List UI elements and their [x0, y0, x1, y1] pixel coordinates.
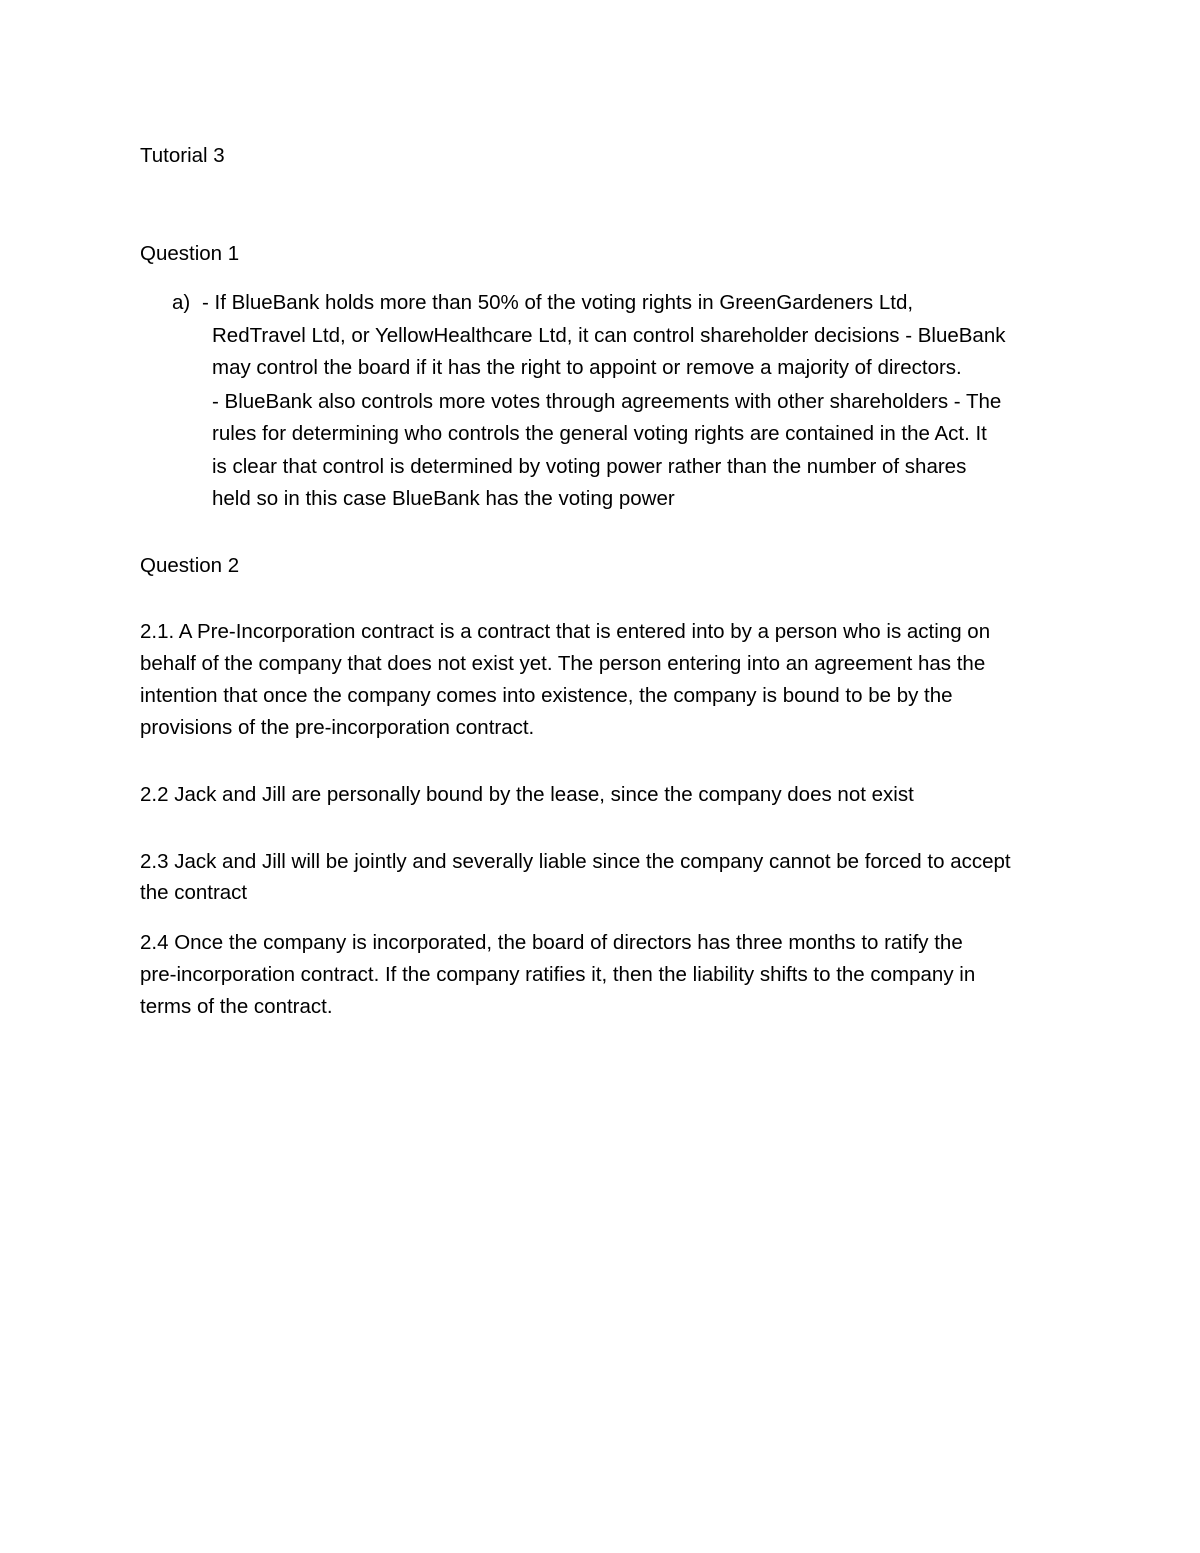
answer-line: terms of the contract. — [140, 995, 333, 1018]
answer-line: provisions of the pre-incorporation contract. — [140, 716, 535, 739]
list-item-label: a) — [172, 291, 191, 314]
page-title: Tutorial 3 — [140, 144, 225, 167]
answer-line: 2.4 Once the company is incorporated, the board of directors has three months to ratify the — [140, 931, 963, 954]
question-1-heading: Question 1 — [140, 242, 240, 265]
answer-line: pre-incorporation contract. If the company ratifies it, then the liability shifts to the company in — [140, 963, 976, 986]
question-1-line: held so in this case BlueBank has the voting power — [212, 487, 675, 510]
question-2-heading: Question 2 — [140, 554, 240, 577]
question-1-line: rules for determining who controls the general voting rights are contained in the Act. It — [212, 422, 987, 445]
question-1-line: may control the board if it has the right to appoint or remove a majority of directors. — [212, 356, 962, 379]
answer-line: 2.3 Jack and Jill will be jointly and severally liable since the company cannot be forced to accept — [140, 850, 1011, 873]
question-1-line: - If BlueBank holds more than 50% of the voting rights in GreenGardeners Ltd, — [202, 291, 914, 314]
answer-line: 2.1. A Pre-Incorporation contract is a contract that is entered into by a person who is acting on — [140, 620, 991, 643]
answer-line: behalf of the company that does not exist yet. The person entering into an agreement has the — [140, 652, 986, 675]
question-1-line: is clear that control is determined by voting power rather than the number of shares — [212, 455, 967, 478]
answer-line: the contract — [140, 881, 248, 904]
answer-line: 2.2 Jack and Jill are personally bound by the lease, since the company does not exist — [140, 783, 914, 806]
question-1-line: - BlueBank also controls more votes through agreements with other shareholders - The — [212, 390, 1002, 413]
answer-line: intention that once the company comes into existence, the company is bound to be by the — [140, 684, 953, 707]
question-1-line: RedTravel Ltd, or YellowHealthcare Ltd, it can control shareholder decisions - BlueBank — [212, 324, 1006, 347]
